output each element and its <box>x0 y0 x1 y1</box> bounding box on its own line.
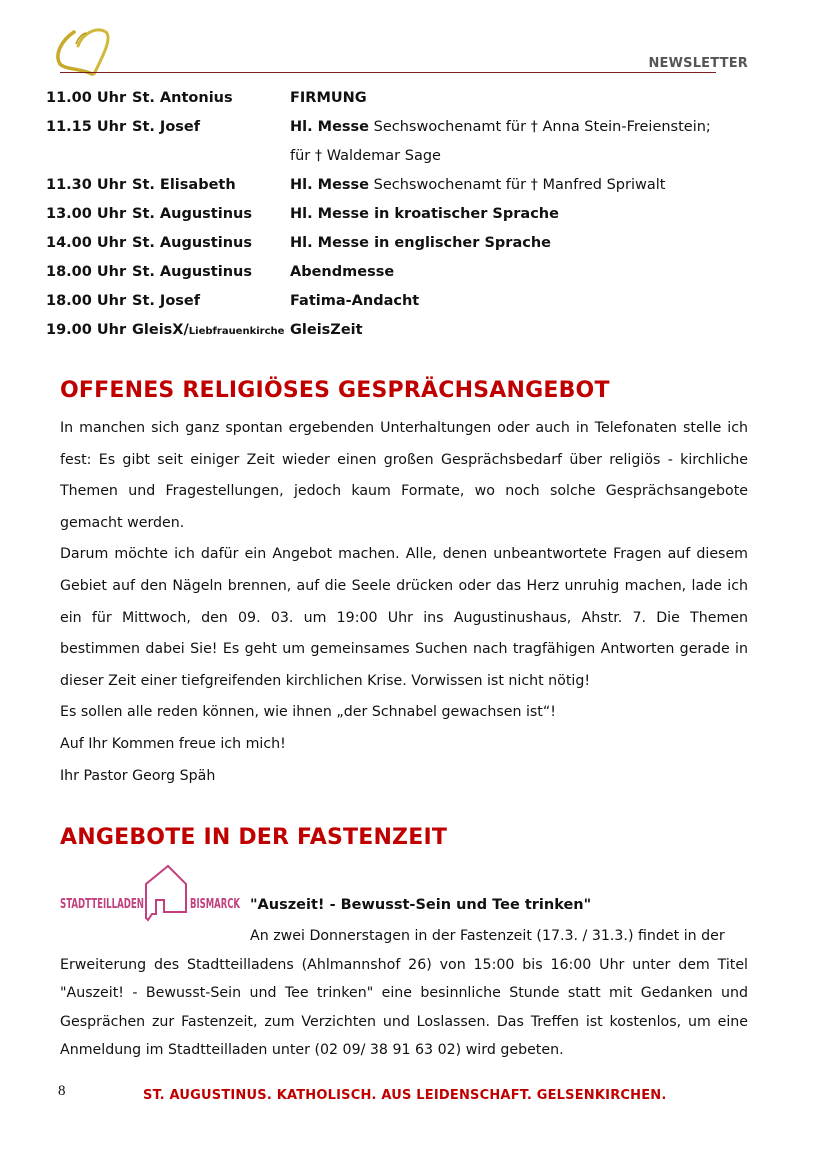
schedule-event: Hl. Messe in englischer Sprache <box>290 235 551 251</box>
golden-heart-logo-icon <box>52 24 114 76</box>
schedule-place: St. Josef <box>132 293 201 309</box>
signature: Ihr Pastor Georg Späh <box>60 767 216 784</box>
schedule-time: 11.30 Uhr <box>46 177 127 193</box>
schedule-time: 19.00 Uhr <box>46 322 127 338</box>
schedule-place: St. Augustinus <box>132 264 252 280</box>
logo-text-right: BISMARCK <box>190 897 241 912</box>
paragraph: In manchen sich ganz spontan ergebenden Unterhaltungen oder auch in Telefonaten stelle ich fest: Es gibt seit einiger Zeit wieder einen großen Gesprächsbedarf über religiös - kirchliche Themen und Fragestellungen, jedoch kaum Formate, wo noch solche Gesprächsangebote gemacht werden. <box>60 420 748 531</box>
section-body-gespraechsangebot <box>60 413 748 792</box>
schedule-event: für † Waldemar Sage <box>290 148 441 164</box>
closing-line: Auf Ihr Kommen freue ich mich! <box>60 735 286 752</box>
schedule-event: FIRMUNG <box>290 90 367 106</box>
schedule-event: Hl. Messe Sechswochenamt für † Manfred Spriwalt <box>290 177 666 193</box>
page-number: 8 <box>58 1083 66 1099</box>
closing-line: Es sollen alle reden können, wie ihnen „der Schnabel gewachsen ist“! <box>60 704 556 721</box>
paragraph: Darum möchte ich dafür ein Angebot machen. Alle, denen unbeantwortete Fragen auf diesem Gebiet auf den Nägeln brennen, auf die Seele drücken oder das Herz unruhig machen, lade ich ein für Mittwoch, den 09. 03. um 19:00 Uhr ins Augustinushaus, Ahstr. 7. Die Themen bestimmen dabei Sie! Es geht um gemeinsames Suchen nach tragfähigen Antworten gerade in dieser Zeit einer tiefgreifenden kirchlichen Krise. Vorwissen ist nicht nötig! <box>60 546 748 689</box>
event-first-line: An zwei Donnerstagen in der Fastenzeit (17.3. / 31.3.) findet in der <box>250 928 725 944</box>
event-body-text: Erweiterung des Stadtteilladens (Ahlmannshof 26) von 15:00 bis 16:00 Uhr unter dem Titel "Auszeit! - Bewusst-Sein und Tee trinken" eine besinnliche Stunde statt mit Gedanken und Gesprächen zur Fastenzeit, zum Verzichten und Loslassen. Das Treffen ist kostenlos, um eine Anmeldung im Stadtteilladen unter (02 09/ 38 91 63 02) wird gebeten. <box>60 956 748 1059</box>
event-title: "Auszeit! - Bewusst-Sein und Tee trinken" <box>250 897 592 913</box>
footer-slogan: ST. AUGUSTINUS. KATHOLISCH. AUS LEIDENSCHAFT. GELSENKIRCHEN. <box>143 1088 667 1103</box>
closing-block <box>60 697 748 792</box>
schedule-event: GleisZeit <box>290 322 363 338</box>
schedule-event: Hl. Messe in kroatischer Sprache <box>290 206 559 222</box>
section-heading-fastenzeit: ANGEBOTE IN DER FASTENZEIT <box>60 825 448 850</box>
logo-text-left: STADTTEILLADEN <box>60 897 144 912</box>
stadtteilladen-bismarck-logo-icon <box>60 862 240 926</box>
event-description <box>60 922 748 1065</box>
schedule-time: 18.00 Uhr <box>46 293 127 309</box>
newsletter-label: NEWSLETTER <box>648 56 748 71</box>
schedule-event: Hl. Messe Sechswochenamt für † Anna Stein-Freienstein; <box>290 119 711 135</box>
section-heading-gespraechsangebot: OFFENES RELIGIÖSES GESPRÄCHSANGEBOT <box>60 378 610 403</box>
header-divider <box>60 72 716 73</box>
schedule-place: St. Josef <box>132 119 201 135</box>
schedule-place: St. Augustinus <box>132 235 252 251</box>
schedule-place: St. Augustinus <box>132 206 252 222</box>
schedule-time: 14.00 Uhr <box>46 235 127 251</box>
schedule-place: St. Antonius <box>132 90 233 106</box>
schedule-place: GleisX/Liebfrauenkirche <box>132 322 285 338</box>
schedule-time: 11.15 Uhr <box>46 119 127 135</box>
schedule-time: 13.00 Uhr <box>46 206 127 222</box>
schedule-time: 11.00 Uhr <box>46 90 127 106</box>
schedule-time: 18.00 Uhr <box>46 264 127 280</box>
schedule-event: Abendmesse <box>290 264 395 280</box>
schedule-place: St. Elisabeth <box>132 177 236 193</box>
schedule-event: Fatima-Andacht <box>290 293 420 309</box>
